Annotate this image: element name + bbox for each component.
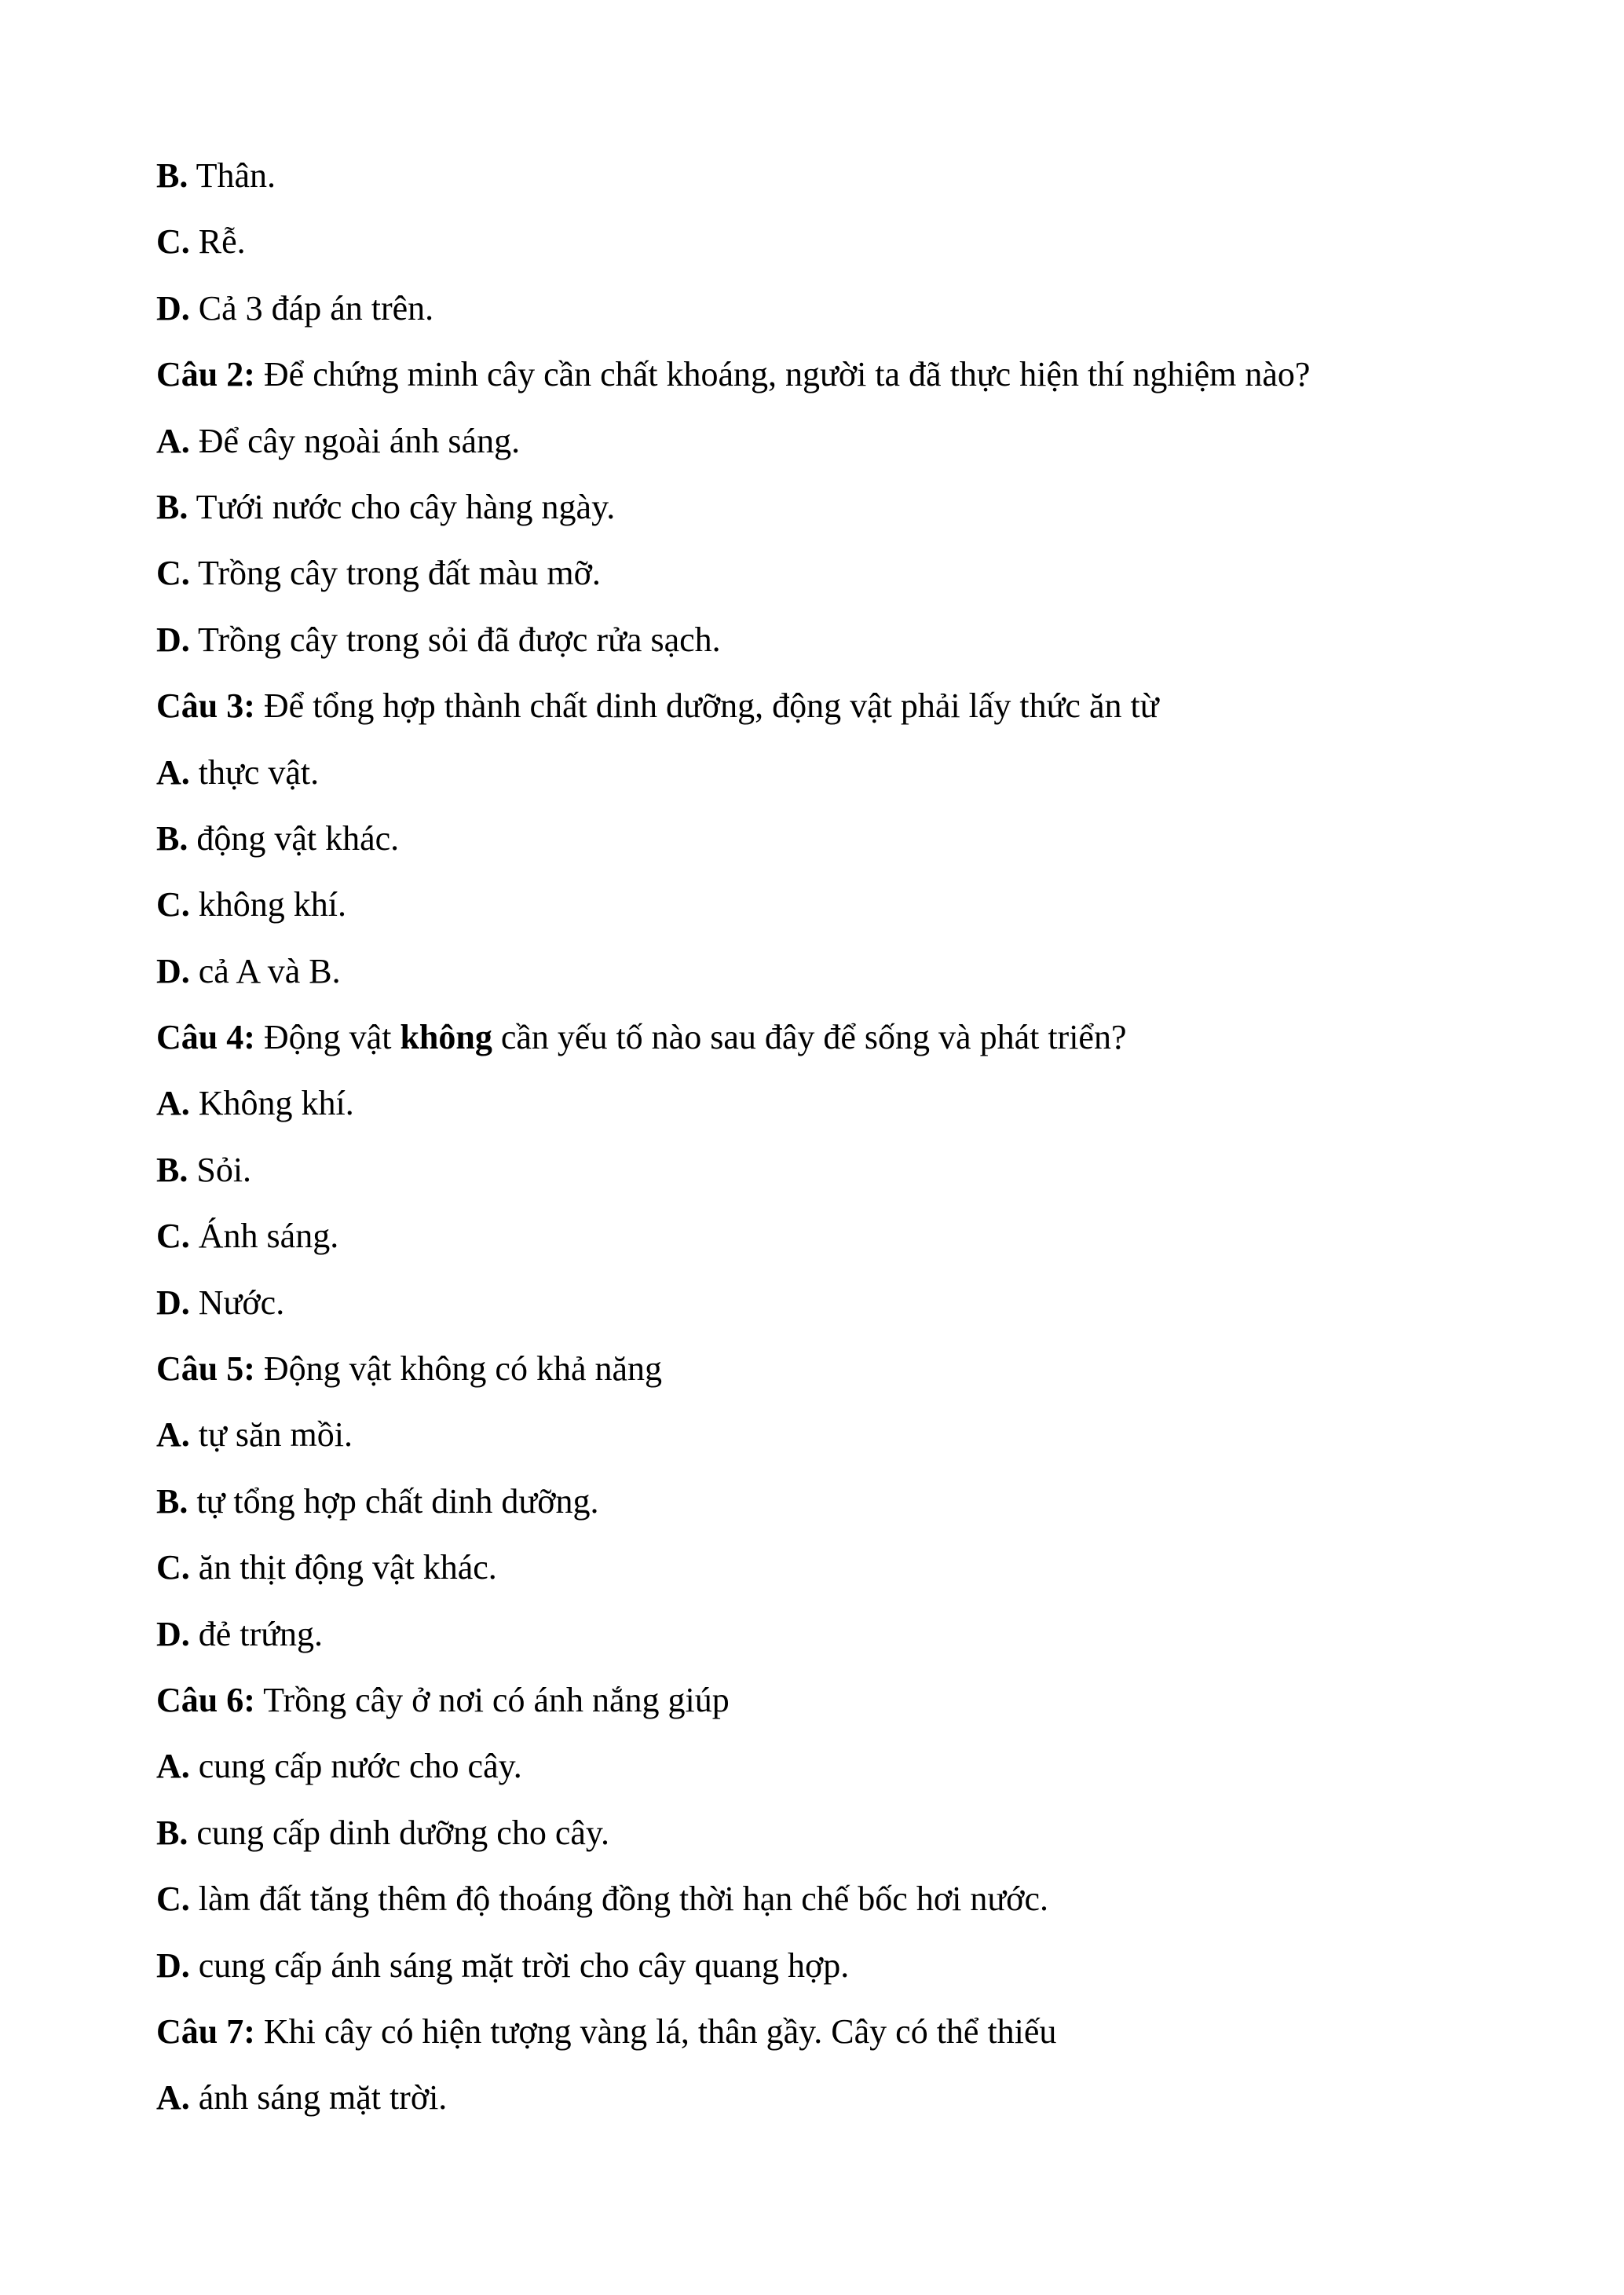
option-letter: A. [156, 752, 190, 792]
option-text: Không khí. [189, 1084, 354, 1123]
option-text: Cả 3 đáp án trên. [189, 288, 434, 328]
answer-option [156, 1144, 1491, 1210]
option-letter: C. [156, 1548, 190, 1587]
option-letter: C. [156, 1217, 190, 1256]
option-text: Rễ. [189, 222, 246, 262]
answer-option [156, 415, 1491, 481]
answer-option [156, 1873, 1491, 1939]
option-letter: B. [156, 1150, 188, 1189]
answer-option [156, 1078, 1491, 1144]
option-letter: A. [156, 2078, 190, 2117]
answer-option [156, 1807, 1491, 1873]
answer-option [156, 2072, 1491, 2138]
question-text: Để tổng hợp thành chất dinh dưỡng, động vật phải lấy thức ăn từ [254, 686, 1159, 726]
answer-option [156, 1740, 1491, 1806]
option-text: Để cây ngoài ánh sáng. [189, 421, 521, 460]
emphasis-text: không [400, 1018, 492, 1057]
question-line [156, 1675, 1491, 1740]
question-text: Động vật [254, 1018, 401, 1057]
answer-option [156, 283, 1491, 349]
option-text: cung cấp nước cho cây. [189, 1747, 522, 1786]
answer-option [156, 1609, 1491, 1675]
question-text: Khi cây có hiện tượng vàng lá, thân gầy. Cây có thể thiếu [254, 2011, 1057, 2051]
option-text: cả A và B. [189, 951, 341, 990]
answer-option [156, 150, 1491, 216]
option-text: làm đất tăng thêm độ thoáng đồng thời hạn chế bốc hơi nước. [189, 1880, 1048, 1919]
question-line [156, 2006, 1491, 2072]
question-line [156, 1012, 1491, 1078]
answer-option [156, 547, 1491, 613]
option-text: Thân. [188, 156, 276, 195]
option-letter: C. [156, 885, 190, 924]
option-letter: B. [156, 487, 188, 526]
answer-option [156, 747, 1491, 813]
question-line [156, 680, 1491, 746]
answer-option [156, 879, 1491, 945]
option-letter: C. [156, 222, 190, 262]
question-text: Để chứng minh cây cần chất khoáng, người ta đã thực hiện thí nghiệm nào? [254, 355, 1311, 394]
question-text: cần yếu tố nào sau đây để sống và phát triển? [492, 1018, 1127, 1057]
question-number: Câu 6: [156, 1680, 255, 1719]
answer-option [156, 481, 1491, 547]
option-letter: D. [156, 1283, 190, 1322]
option-text: Ánh sáng. [189, 1217, 339, 1256]
quiz-content [156, 150, 1491, 2139]
answer-option [156, 1542, 1491, 1608]
answer-option [156, 946, 1491, 1012]
option-letter: B. [156, 818, 188, 858]
option-text: Trồng cây trong sỏi đã được rửa sạch. [189, 620, 721, 659]
option-letter: A. [156, 421, 190, 460]
option-text: động vật khác. [188, 818, 400, 858]
question-text: Động vật không có khả năng [254, 1349, 663, 1389]
answer-option [156, 1476, 1491, 1542]
question-number: Câu 3: [156, 686, 255, 726]
option-text: cung cấp dinh dưỡng cho cây. [188, 1813, 610, 1852]
option-text: cung cấp ánh sáng mặt trời cho cây quang hợp. [189, 1945, 850, 1985]
answer-option [156, 1277, 1491, 1343]
option-text: thực vật. [189, 752, 320, 792]
answer-option [156, 1409, 1491, 1475]
option-text: Tưới nước cho cây hàng ngày. [188, 487, 616, 526]
option-text: ánh sáng mặt trời. [189, 2078, 448, 2117]
option-letter: D. [156, 288, 190, 328]
question-number: Câu 7: [156, 2011, 255, 2051]
question-number: Câu 5: [156, 1349, 255, 1389]
option-text: Trồng cây trong đất màu mỡ. [189, 554, 601, 593]
question-text: Trồng cây ở nơi có ánh nắng giúp [254, 1680, 730, 1719]
option-text: tự săn mồi. [189, 1415, 353, 1455]
question-number: Câu 4: [156, 1018, 255, 1057]
option-letter: D. [156, 620, 190, 659]
option-text: tự tổng hợp chất dinh dưỡng. [188, 1481, 599, 1521]
option-letter: B. [156, 156, 188, 195]
option-letter: A. [156, 1084, 190, 1123]
answer-option [156, 1210, 1491, 1276]
option-text: ăn thịt động vật khác. [189, 1548, 497, 1587]
option-letter: B. [156, 1481, 188, 1521]
question-line [156, 349, 1491, 415]
option-text: đẻ trứng. [189, 1614, 324, 1653]
answer-option [156, 813, 1491, 879]
answer-option [156, 1940, 1491, 2006]
answer-option [156, 614, 1491, 680]
option-text: Sỏi. [188, 1150, 252, 1189]
option-letter: D. [156, 1614, 190, 1653]
option-letter: D. [156, 951, 190, 990]
question-line [156, 1343, 1491, 1409]
option-letter: A. [156, 1415, 190, 1455]
question-number: Câu 2: [156, 355, 255, 394]
option-letter: B. [156, 1813, 188, 1852]
option-letter: A. [156, 1747, 190, 1786]
answer-option [156, 216, 1491, 282]
option-text: không khí. [189, 885, 347, 924]
option-letter: C. [156, 1880, 190, 1919]
option-letter: D. [156, 1945, 190, 1985]
option-text: Nước. [189, 1283, 285, 1322]
option-letter: C. [156, 554, 190, 593]
